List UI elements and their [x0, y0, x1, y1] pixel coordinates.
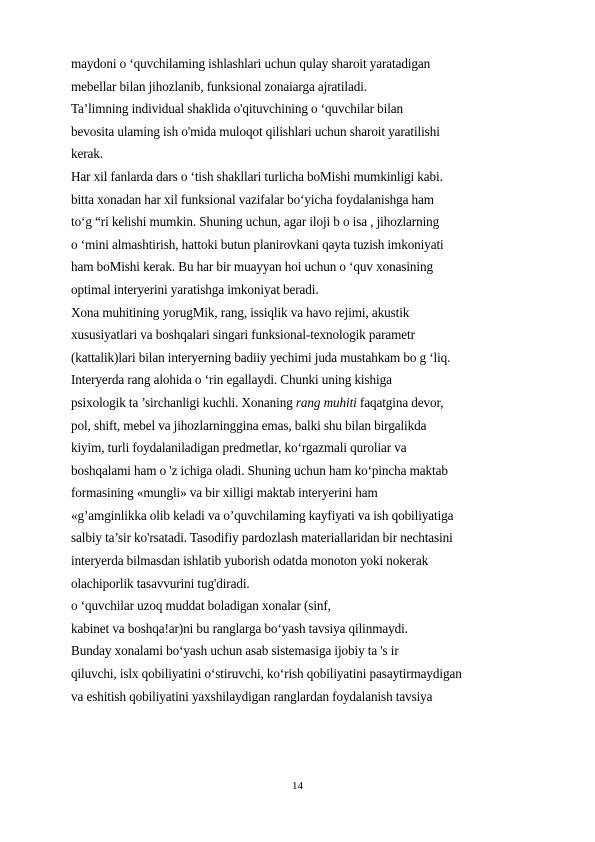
text-line: boshqalami ham o 'z ichiga oladi. Shuning uchun ham ko‘pincha maktab [71, 462, 448, 478]
text-line: Bunday xonalami bo‘yash uchun asab sistemasiga ijobiy ta 's ir [71, 643, 399, 659]
text-line: pol, shift, mebel va jihozlarninggina emas, balki shu bilan birgalikda [71, 417, 427, 433]
text-line: to‘g “ri kelishi mumkin. Shuning uchun, agar iloji b o isa , jihozlarning [71, 214, 440, 230]
text-line: Har xil fanlarda dars o ‘tish shakllari turlicha boMishi mumkinligi kabi. [71, 168, 443, 184]
text-line: salbiy ta’sir ko'rsatadi. Tasodifiy pardozlash materiallaridan bir nechtasini [71, 530, 453, 546]
text-line: mebellar bilan jihozlanib, funksional zonaiarga ajratiladi. [71, 78, 367, 94]
text-line: formasining «mungli» va bir xilligi maktab interyerini ham [71, 485, 378, 501]
text-line: o ‘mini almashtirish, hattoki butun planirovkani qayta tuzish imkoniyati [71, 236, 444, 252]
text-line: (kattalik)lari bilan interyerning badiiy yechimi juda mustahkam bo g ‘liq. [71, 349, 451, 365]
text-line: optimal interyerini yaratishga imkoniyat beradi. [71, 281, 319, 297]
text-line: va eshitish qobiliyatini yaxshilaydigan ranglardan foydalanish tavsiya [71, 688, 433, 704]
text-line: o ‘quvchilar uzoq muddat boladigan xonalar (sinf, [71, 598, 331, 614]
text-line: Ta’limning individual shaklida o'qituvchining o ‘quvchilar bilan [71, 101, 404, 117]
text-line: qiluvchi, islx qobiliyatini o‘stiruvchi, ko‘rish qobiliyatini pasaytirmaydigan [71, 666, 462, 682]
italic-term: rang muhiti [295, 394, 357, 410]
text-line: kiyim, turli foydalaniladigan predmetlar, ko‘rgazmali quroliar va [71, 440, 407, 456]
text-line: kerak. [71, 146, 103, 162]
text-segment: faqatgina devor, [356, 394, 444, 410]
body-text [71, 53, 581, 708]
text-line-with-italic [71, 392, 581, 415]
text-line: maydoni o ‘quvchilaming ishlashlari uchun qulay sharoit yaratadigan [71, 56, 431, 71]
text-line: «g’amginlikka olib keladi va o’quvchilaming kayfiyati va ish qobiliyatiga [71, 507, 454, 523]
text-line: bitta xonadan har xil funksional vazifalar bo‘yicha foydalanishga ham [71, 191, 434, 207]
page-number: 14 [292, 780, 303, 792]
text-line: kabinet va boshqa!ar)ni bu ranglarga bo‘yash tavsiya qilinmaydi. [71, 620, 408, 636]
text-line: xususiyatlari va boshqalari singari funksional-texnologik parametr [71, 327, 415, 343]
text-line: Interyerda rang alohida o ‘rin egallaydi. Chunki uning kishiga [71, 372, 392, 388]
text-line: ham boMishi kerak. Bu har bir muayyan hoi uchun o ‘quv xonasining [71, 259, 433, 275]
text-line: interyerda bilmasdan ishlatib yuborish odatda monoton yoki nokerak [71, 553, 429, 569]
text-line: Xona muhitining yorugMik, rang, issiqlik va havo rejimi, akustik [71, 304, 410, 320]
text-line: olachiporlik tasavvurini tug'diradi. [71, 575, 250, 591]
text-line: bevosita ulaming ish o'mida muloqot qilishlari uchun sharoit yaratilishi [71, 123, 440, 139]
text-segment: psixologik ta ’sirchanligi kuchli. Xonaning [71, 394, 296, 410]
